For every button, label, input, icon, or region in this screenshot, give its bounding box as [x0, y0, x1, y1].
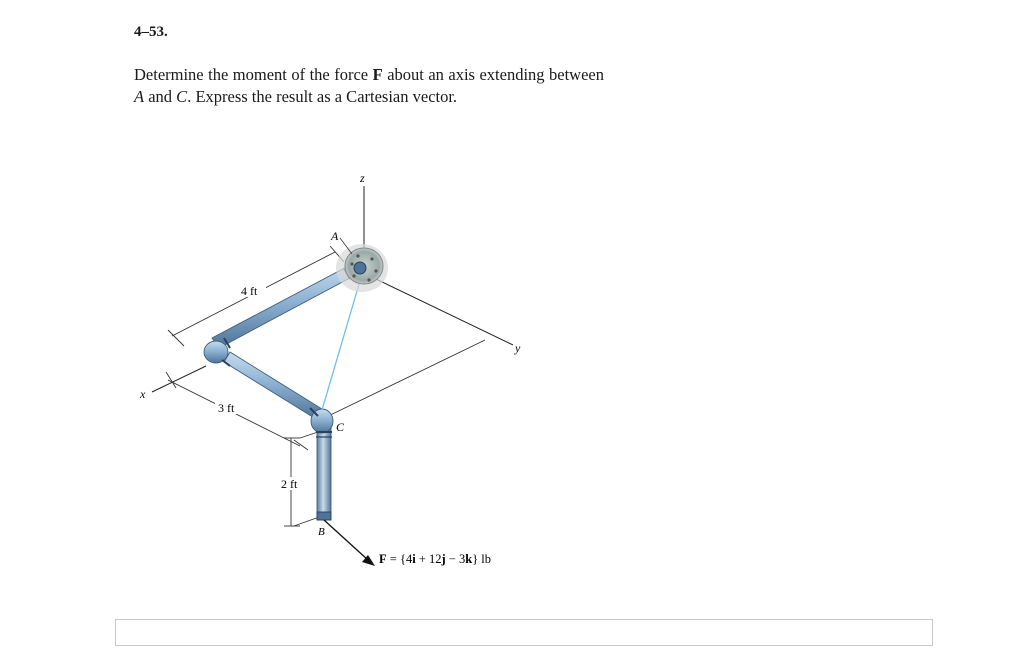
point-b-label: B: [318, 526, 325, 538]
cable-ac: [322, 274, 362, 410]
dimension-label-2ft: 2 ft: [281, 477, 298, 491]
problem-statement: Determine the moment of the force F about an axis extending between A and C. Express the result as a Cartesian vector.: [134, 65, 604, 106]
dimension-tick: [168, 330, 184, 346]
dimension-tick: [166, 372, 176, 388]
y-axis-label: y: [515, 341, 521, 355]
dimension-label-4ft: 4 ft: [241, 284, 258, 298]
z-axis-label: z: [360, 171, 365, 185]
point-c-label: C: [336, 420, 345, 434]
force-label: F = {4i + 12j − 3k} lb: [379, 552, 492, 566]
bolt-icon: [352, 274, 355, 277]
bolt-icon: [374, 269, 377, 272]
x-axis: [152, 366, 206, 392]
force-arrow: [324, 520, 368, 560]
point-a-label: A: [331, 229, 339, 243]
pipe-elbow-left: [204, 341, 228, 363]
y-axis: [376, 279, 513, 345]
x-axis-label: x: [140, 387, 146, 401]
dimension-tick: [294, 440, 308, 450]
dimension-label-3ft: 3 ft: [218, 401, 235, 415]
projection-line: [300, 432, 318, 438]
pipe-end-cap-b: [317, 512, 331, 520]
answer-input-box[interactable]: [115, 619, 933, 646]
bolt-icon: [370, 257, 373, 260]
bolt-icon: [356, 254, 359, 257]
pipe-segment-3: [317, 428, 331, 520]
pipe-socket: [354, 262, 366, 274]
bolt-icon: [367, 278, 370, 281]
projection-line: [320, 340, 485, 420]
bolt-icon: [350, 262, 353, 265]
problem-number: 4–53.: [134, 24, 168, 40]
